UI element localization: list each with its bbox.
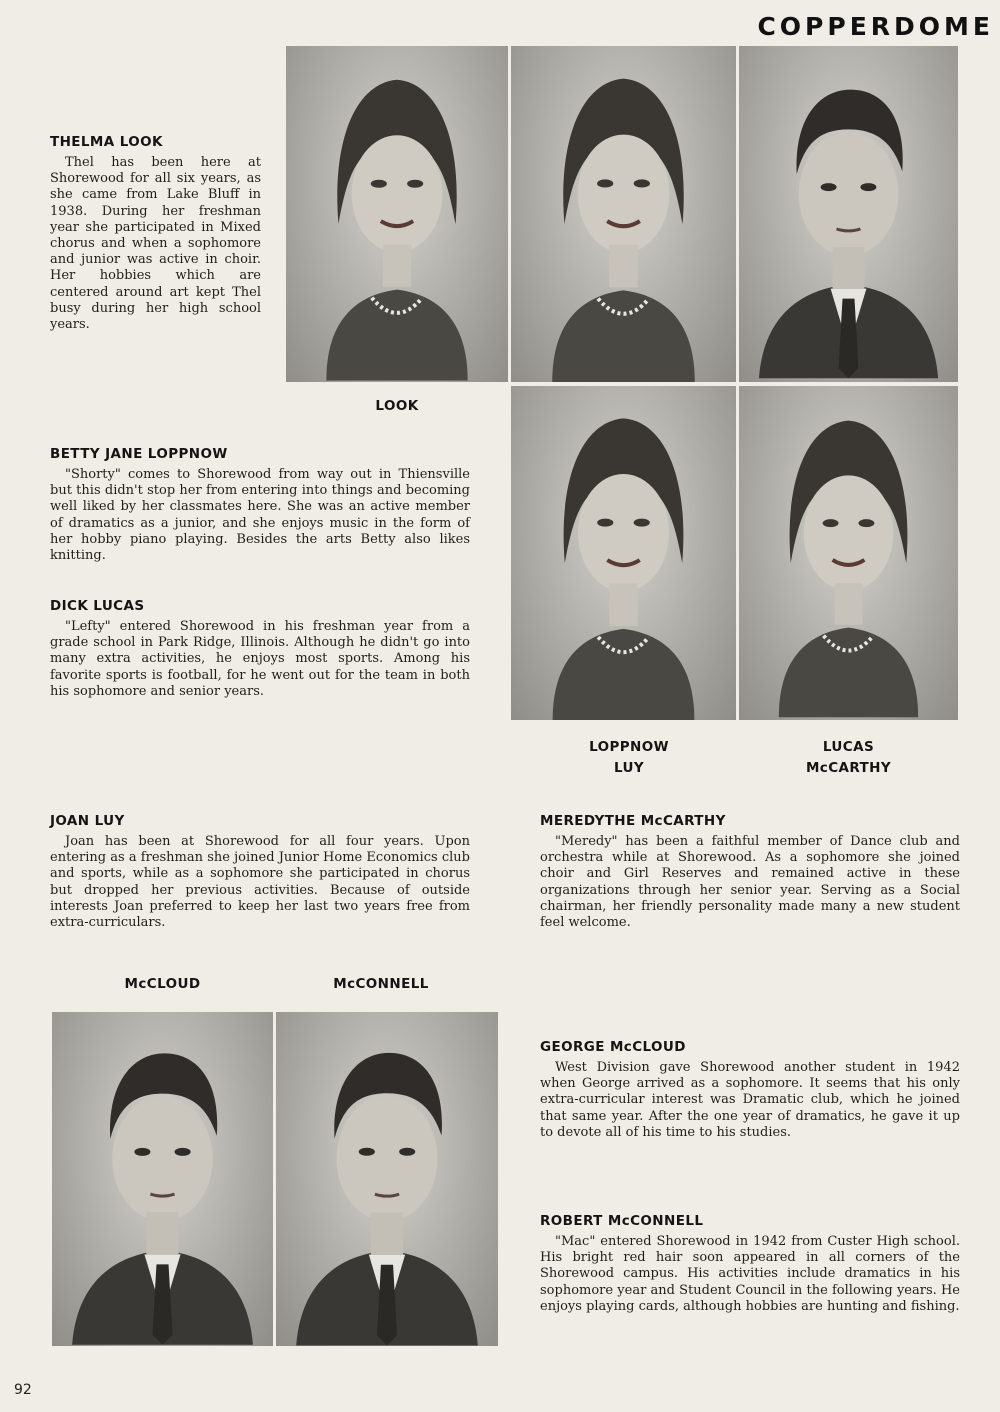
bio-name: MEREDYTHE McCARTHY: [540, 813, 726, 829]
photo-lucas-top: [739, 46, 958, 382]
caption-luy: LUY: [613, 760, 645, 776]
bio-name: DICK LUCAS: [50, 598, 145, 614]
photo-mccloud: [52, 1012, 273, 1346]
portrait-third: [739, 46, 958, 382]
portrait-second: [511, 46, 736, 382]
bio-mccarthy: [540, 813, 960, 931]
caption-loppnow: LOPPNOW: [589, 739, 669, 755]
caption-column-right: [739, 737, 958, 779]
portrait-mccloud: [52, 1012, 273, 1346]
bio-mcconnell: [540, 1213, 960, 1315]
photo-luy: [511, 386, 736, 720]
caption-look: LOOK: [375, 398, 419, 414]
portrait-mccarthy: [739, 386, 958, 720]
bio-luy: [50, 813, 470, 931]
caption-mccloud: McCLOUD: [124, 976, 201, 992]
bio-loppnow: [50, 446, 470, 564]
bio-text: West Division gave Shorewood another student in 1942 when George arrived as a sophomore. It seems that his only extra-curricular interest was Dramatic club, which he joined that same year. After the one year of dramatics, he gave it up to devote all of his time to his studies.: [540, 1060, 960, 1140]
bio-text: "Meredy" has been a faithful member of Dance club and orchestra while at Shorewood. As a sophomore she joined choir and Girl Reserves and remained active in these organizations through her senior year. Serving as a Social chairman, her friendly personality made many a new student feel welcome.: [540, 834, 960, 931]
photo-mcconnell: [276, 1012, 498, 1346]
photo-look: [286, 46, 508, 382]
bio-text: "Shorty" comes to Shorewood from way out in Thiensville but this didn't stop her from entering into things and becoming well liked by her classmates here. She was an active member of dramatics as a junior, and she enjoys music in the form of her hobby piano playing. Besides the arts Betty also likes knitting.: [50, 467, 470, 564]
portrait-look: [286, 46, 508, 382]
bio-name: JOAN LUY: [50, 813, 125, 829]
bio-look: [50, 134, 261, 333]
caption-lucas: LUCAS: [822, 739, 875, 755]
caption-mcconnell: McCONNELL: [333, 976, 429, 992]
bio-name: GEORGE McCLOUD: [540, 1039, 686, 1055]
bio-text: "Lefty" entered Shorewood in his freshman year from a grade school in Park Ridge, Illinois. Although he didn't go into many extra activities, he enjoys most sports. Among his favorite sports is football, for he went out for the team in both his sophomore and senior years.: [50, 619, 470, 699]
bio-name: THELMA LOOK: [50, 134, 163, 150]
caption-mccarthy: McCARTHY: [805, 760, 892, 776]
photo-loppnow-top: [511, 46, 736, 382]
bio-lucas: [50, 598, 470, 700]
bio-text: Joan has been at Shorewood for all four years. Upon entering as a freshman she joined Junior Home Economics club and sports, while as a sophomore she participated in chorus but dropped her previous activities. Because of outside interests Joan preferred to keep her last two years free from extra-curriculars.: [50, 834, 470, 931]
bio-name: BETTY JANE LOPPNOW: [50, 446, 228, 462]
bio-text: "Mac" entered Shorewood in 1942 from Custer High school. His bright red hair soon appeared in all corners of the Shorewood campus. His activities include dramatics in his sophomore year and Student Council in the following years. He enjoys playing cards, although hobbies are hunting and fishing.: [540, 1234, 960, 1314]
bio-text: Thel has been here at Shorewood for all six years, as she came from Lake Bluff in 1938. During her freshman year she participated in Mixed chorus and when a sophomore and junior was active in choir. Her hobbies which are centered around art kept Thel busy during her high school years.: [50, 155, 261, 333]
portrait-mcconnell: [276, 1012, 498, 1346]
bio-name: ROBERT McCONNELL: [540, 1213, 704, 1229]
portrait-luy: [511, 386, 736, 720]
photo-mccarthy: [739, 386, 958, 720]
running-head: COPPERDOME: [757, 12, 994, 41]
caption-column-left: [511, 737, 747, 779]
bio-mccloud: [540, 1039, 960, 1141]
page-number: 92: [14, 1382, 32, 1398]
